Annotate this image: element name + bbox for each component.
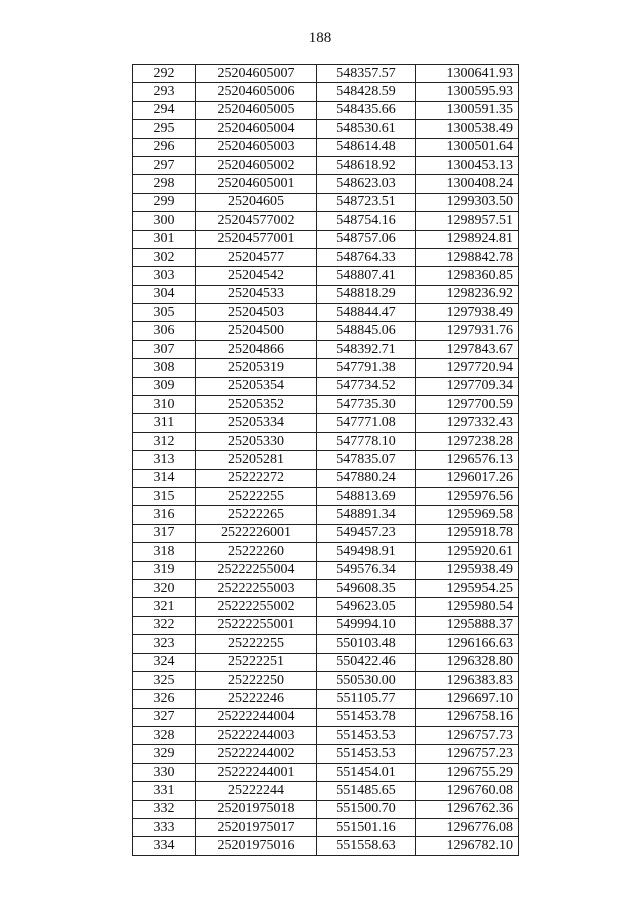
point-id-cell: 25222255 xyxy=(196,635,317,653)
row-number-cell: 327 xyxy=(133,708,196,726)
y-coordinate-cell: 1296755.29 xyxy=(416,763,519,781)
x-coordinate-cell: 548757.06 xyxy=(317,230,416,248)
point-id-cell: 25204577001 xyxy=(196,230,317,248)
x-coordinate-cell: 551485.65 xyxy=(317,782,416,800)
row-number-cell: 298 xyxy=(133,175,196,193)
table-row xyxy=(133,690,519,708)
point-id-cell: 25222244002 xyxy=(196,745,317,763)
row-number-cell: 308 xyxy=(133,359,196,377)
x-coordinate-cell: 548891.34 xyxy=(317,506,416,524)
table-row xyxy=(133,101,519,119)
point-id-cell: 25205330 xyxy=(196,432,317,450)
point-id-cell: 25204605006 xyxy=(196,83,317,101)
point-id-cell: 25204533 xyxy=(196,285,317,303)
x-coordinate-cell: 548623.03 xyxy=(317,175,416,193)
y-coordinate-cell: 1295980.54 xyxy=(416,598,519,616)
point-id-cell: 25204605 xyxy=(196,193,317,211)
table-row xyxy=(133,396,519,414)
y-coordinate-cell: 1297843.67 xyxy=(416,340,519,358)
table-row xyxy=(133,414,519,432)
table-row xyxy=(133,653,519,671)
table-row xyxy=(133,800,519,818)
table-row xyxy=(133,543,519,561)
point-id-cell: 25205319 xyxy=(196,359,317,377)
row-number-cell: 330 xyxy=(133,763,196,781)
y-coordinate-cell: 1300408.24 xyxy=(416,175,519,193)
point-id-cell: 25205354 xyxy=(196,377,317,395)
row-number-cell: 324 xyxy=(133,653,196,671)
point-id-cell: 25222244001 xyxy=(196,763,317,781)
y-coordinate-cell: 1296757.23 xyxy=(416,745,519,763)
x-coordinate-cell: 551500.70 xyxy=(317,800,416,818)
y-coordinate-cell: 1295888.37 xyxy=(416,616,519,634)
point-id-cell: 25204605007 xyxy=(196,65,317,83)
y-coordinate-cell: 1296762.36 xyxy=(416,800,519,818)
point-id-cell: 2522226001 xyxy=(196,524,317,542)
row-number-cell: 292 xyxy=(133,65,196,83)
row-number-cell: 331 xyxy=(133,782,196,800)
x-coordinate-cell: 548844.47 xyxy=(317,304,416,322)
coordinates-table xyxy=(132,64,519,856)
table-row xyxy=(133,138,519,156)
table-row xyxy=(133,340,519,358)
row-number-cell: 311 xyxy=(133,414,196,432)
table-row xyxy=(133,579,519,597)
point-id-cell: 25222250 xyxy=(196,671,317,689)
x-coordinate-cell: 548818.29 xyxy=(317,285,416,303)
y-coordinate-cell: 1297332.43 xyxy=(416,414,519,432)
x-coordinate-cell: 548357.57 xyxy=(317,65,416,83)
row-number-cell: 334 xyxy=(133,837,196,855)
y-coordinate-cell: 1295969.58 xyxy=(416,506,519,524)
y-coordinate-cell: 1298842.78 xyxy=(416,248,519,266)
y-coordinate-cell: 1297709.34 xyxy=(416,377,519,395)
x-coordinate-cell: 549994.10 xyxy=(317,616,416,634)
y-coordinate-cell: 1296017.26 xyxy=(416,469,519,487)
x-coordinate-cell: 548807.41 xyxy=(317,267,416,285)
row-number-cell: 326 xyxy=(133,690,196,708)
point-id-cell: 25205334 xyxy=(196,414,317,432)
table-row xyxy=(133,83,519,101)
table-row xyxy=(133,506,519,524)
row-number-cell: 316 xyxy=(133,506,196,524)
table-row xyxy=(133,671,519,689)
point-id-cell: 25204605003 xyxy=(196,138,317,156)
y-coordinate-cell: 1295920.61 xyxy=(416,543,519,561)
table-row xyxy=(133,120,519,138)
point-id-cell: 25222244003 xyxy=(196,727,317,745)
row-number-cell: 300 xyxy=(133,212,196,230)
table-body xyxy=(133,65,519,856)
row-number-cell: 322 xyxy=(133,616,196,634)
row-number-cell: 328 xyxy=(133,727,196,745)
row-number-cell: 332 xyxy=(133,800,196,818)
x-coordinate-cell: 547791.38 xyxy=(317,359,416,377)
y-coordinate-cell: 1295954.25 xyxy=(416,579,519,597)
x-coordinate-cell: 551454.01 xyxy=(317,763,416,781)
x-coordinate-cell: 548530.61 xyxy=(317,120,416,138)
x-coordinate-cell: 548392.71 xyxy=(317,340,416,358)
x-coordinate-cell: 551501.16 xyxy=(317,819,416,837)
x-coordinate-cell: 549457.23 xyxy=(317,524,416,542)
x-coordinate-cell: 547734.52 xyxy=(317,377,416,395)
row-number-cell: 325 xyxy=(133,671,196,689)
row-number-cell: 309 xyxy=(133,377,196,395)
row-number-cell: 301 xyxy=(133,230,196,248)
x-coordinate-cell: 547835.07 xyxy=(317,451,416,469)
y-coordinate-cell: 1296782.10 xyxy=(416,837,519,855)
row-number-cell: 321 xyxy=(133,598,196,616)
point-id-cell: 25222251 xyxy=(196,653,317,671)
table-row xyxy=(133,763,519,781)
y-coordinate-cell: 1298957.51 xyxy=(416,212,519,230)
table-row xyxy=(133,432,519,450)
point-id-cell: 25201975017 xyxy=(196,819,317,837)
point-id-cell: 25222244004 xyxy=(196,708,317,726)
y-coordinate-cell: 1296776.08 xyxy=(416,819,519,837)
y-coordinate-cell: 1296166.63 xyxy=(416,635,519,653)
row-number-cell: 323 xyxy=(133,635,196,653)
y-coordinate-cell: 1300538.49 xyxy=(416,120,519,138)
x-coordinate-cell: 548435.66 xyxy=(317,101,416,119)
row-number-cell: 304 xyxy=(133,285,196,303)
y-coordinate-cell: 1296383.83 xyxy=(416,671,519,689)
table-row xyxy=(133,487,519,505)
page-number: 188 xyxy=(308,30,332,46)
table-row xyxy=(133,708,519,726)
row-number-cell: 305 xyxy=(133,304,196,322)
y-coordinate-cell: 1296328.80 xyxy=(416,653,519,671)
y-coordinate-cell: 1298924.81 xyxy=(416,230,519,248)
point-id-cell: 25222265 xyxy=(196,506,317,524)
point-id-cell: 25204605005 xyxy=(196,101,317,119)
row-number-cell: 310 xyxy=(133,396,196,414)
point-id-cell: 25204500 xyxy=(196,322,317,340)
table-row xyxy=(133,616,519,634)
x-coordinate-cell: 548754.16 xyxy=(317,212,416,230)
table-row xyxy=(133,819,519,837)
row-number-cell: 315 xyxy=(133,487,196,505)
row-number-cell: 319 xyxy=(133,561,196,579)
point-id-cell: 25205352 xyxy=(196,396,317,414)
point-id-cell: 25204866 xyxy=(196,340,317,358)
x-coordinate-cell: 551453.53 xyxy=(317,745,416,763)
y-coordinate-cell: 1296760.08 xyxy=(416,782,519,800)
table-row xyxy=(133,745,519,763)
point-id-cell: 25204503 xyxy=(196,304,317,322)
row-number-cell: 296 xyxy=(133,138,196,156)
y-coordinate-cell: 1298360.85 xyxy=(416,267,519,285)
table-row xyxy=(133,267,519,285)
x-coordinate-cell: 547735.30 xyxy=(317,396,416,414)
x-coordinate-cell: 549498.91 xyxy=(317,543,416,561)
row-number-cell: 295 xyxy=(133,120,196,138)
y-coordinate-cell: 1298236.92 xyxy=(416,285,519,303)
row-number-cell: 299 xyxy=(133,193,196,211)
table-row xyxy=(133,635,519,653)
table-row xyxy=(133,524,519,542)
row-number-cell: 307 xyxy=(133,340,196,358)
x-coordinate-cell: 547778.10 xyxy=(317,432,416,450)
point-id-cell: 25204577002 xyxy=(196,212,317,230)
point-id-cell: 25204542 xyxy=(196,267,317,285)
point-id-cell: 25201975018 xyxy=(196,800,317,818)
point-id-cell: 25222255002 xyxy=(196,598,317,616)
y-coordinate-cell: 1295918.78 xyxy=(416,524,519,542)
point-id-cell: 25204605001 xyxy=(196,175,317,193)
table-row xyxy=(133,156,519,174)
table-row xyxy=(133,469,519,487)
point-id-cell: 25204605004 xyxy=(196,120,317,138)
point-id-cell: 25205281 xyxy=(196,451,317,469)
y-coordinate-cell: 1295938.49 xyxy=(416,561,519,579)
y-coordinate-cell: 1300595.93 xyxy=(416,83,519,101)
row-number-cell: 303 xyxy=(133,267,196,285)
x-coordinate-cell: 548845.06 xyxy=(317,322,416,340)
table-row xyxy=(133,248,519,266)
x-coordinate-cell: 548764.33 xyxy=(317,248,416,266)
table-row xyxy=(133,230,519,248)
x-coordinate-cell: 551105.77 xyxy=(317,690,416,708)
y-coordinate-cell: 1296576.13 xyxy=(416,451,519,469)
x-coordinate-cell: 548428.59 xyxy=(317,83,416,101)
table-row xyxy=(133,212,519,230)
x-coordinate-cell: 549576.34 xyxy=(317,561,416,579)
row-number-cell: 297 xyxy=(133,156,196,174)
table-row xyxy=(133,598,519,616)
row-number-cell: 318 xyxy=(133,543,196,561)
y-coordinate-cell: 1300641.93 xyxy=(416,65,519,83)
table-row xyxy=(133,175,519,193)
x-coordinate-cell: 551453.78 xyxy=(317,708,416,726)
point-id-cell: 25201975016 xyxy=(196,837,317,855)
row-number-cell: 312 xyxy=(133,432,196,450)
x-coordinate-cell: 547880.24 xyxy=(317,469,416,487)
y-coordinate-cell: 1300501.64 xyxy=(416,138,519,156)
row-number-cell: 293 xyxy=(133,83,196,101)
y-coordinate-cell: 1300453.13 xyxy=(416,156,519,174)
table-row xyxy=(133,561,519,579)
x-coordinate-cell: 548618.92 xyxy=(317,156,416,174)
table-row xyxy=(133,359,519,377)
y-coordinate-cell: 1297720.94 xyxy=(416,359,519,377)
y-coordinate-cell: 1297700.59 xyxy=(416,396,519,414)
row-number-cell: 329 xyxy=(133,745,196,763)
x-coordinate-cell: 548813.69 xyxy=(317,487,416,505)
row-number-cell: 317 xyxy=(133,524,196,542)
table-row xyxy=(133,193,519,211)
x-coordinate-cell: 549623.05 xyxy=(317,598,416,616)
y-coordinate-cell: 1297238.28 xyxy=(416,432,519,450)
table-row xyxy=(133,285,519,303)
x-coordinate-cell: 550530.00 xyxy=(317,671,416,689)
point-id-cell: 25204577 xyxy=(196,248,317,266)
row-number-cell: 314 xyxy=(133,469,196,487)
point-id-cell: 25222255004 xyxy=(196,561,317,579)
x-coordinate-cell: 549608.35 xyxy=(317,579,416,597)
table-row xyxy=(133,837,519,855)
x-coordinate-cell: 550422.46 xyxy=(317,653,416,671)
row-number-cell: 320 xyxy=(133,579,196,597)
point-id-cell: 25222255001 xyxy=(196,616,317,634)
row-number-cell: 306 xyxy=(133,322,196,340)
point-id-cell: 25222260 xyxy=(196,543,317,561)
y-coordinate-cell: 1295976.56 xyxy=(416,487,519,505)
y-coordinate-cell: 1297938.49 xyxy=(416,304,519,322)
point-id-cell: 25204605002 xyxy=(196,156,317,174)
table-row xyxy=(133,304,519,322)
x-coordinate-cell: 548614.48 xyxy=(317,138,416,156)
x-coordinate-cell: 548723.51 xyxy=(317,193,416,211)
x-coordinate-cell: 547771.08 xyxy=(317,414,416,432)
table-row xyxy=(133,377,519,395)
point-id-cell: 25222255003 xyxy=(196,579,317,597)
y-coordinate-cell: 1296758.16 xyxy=(416,708,519,726)
table-row xyxy=(133,451,519,469)
table-row xyxy=(133,65,519,83)
point-id-cell: 25222272 xyxy=(196,469,317,487)
row-number-cell: 302 xyxy=(133,248,196,266)
row-number-cell: 333 xyxy=(133,819,196,837)
x-coordinate-cell: 551453.53 xyxy=(317,727,416,745)
y-coordinate-cell: 1297931.76 xyxy=(416,322,519,340)
table-row xyxy=(133,727,519,745)
point-id-cell: 25222255 xyxy=(196,487,317,505)
y-coordinate-cell: 1300591.35 xyxy=(416,101,519,119)
point-id-cell: 25222244 xyxy=(196,782,317,800)
row-number-cell: 294 xyxy=(133,101,196,119)
x-coordinate-cell: 551558.63 xyxy=(317,837,416,855)
point-id-cell: 25222246 xyxy=(196,690,317,708)
x-coordinate-cell: 550103.48 xyxy=(317,635,416,653)
y-coordinate-cell: 1296757.73 xyxy=(416,727,519,745)
row-number-cell: 313 xyxy=(133,451,196,469)
table-row xyxy=(133,782,519,800)
y-coordinate-cell: 1296697.10 xyxy=(416,690,519,708)
table-row xyxy=(133,322,519,340)
y-coordinate-cell: 1299303.50 xyxy=(416,193,519,211)
